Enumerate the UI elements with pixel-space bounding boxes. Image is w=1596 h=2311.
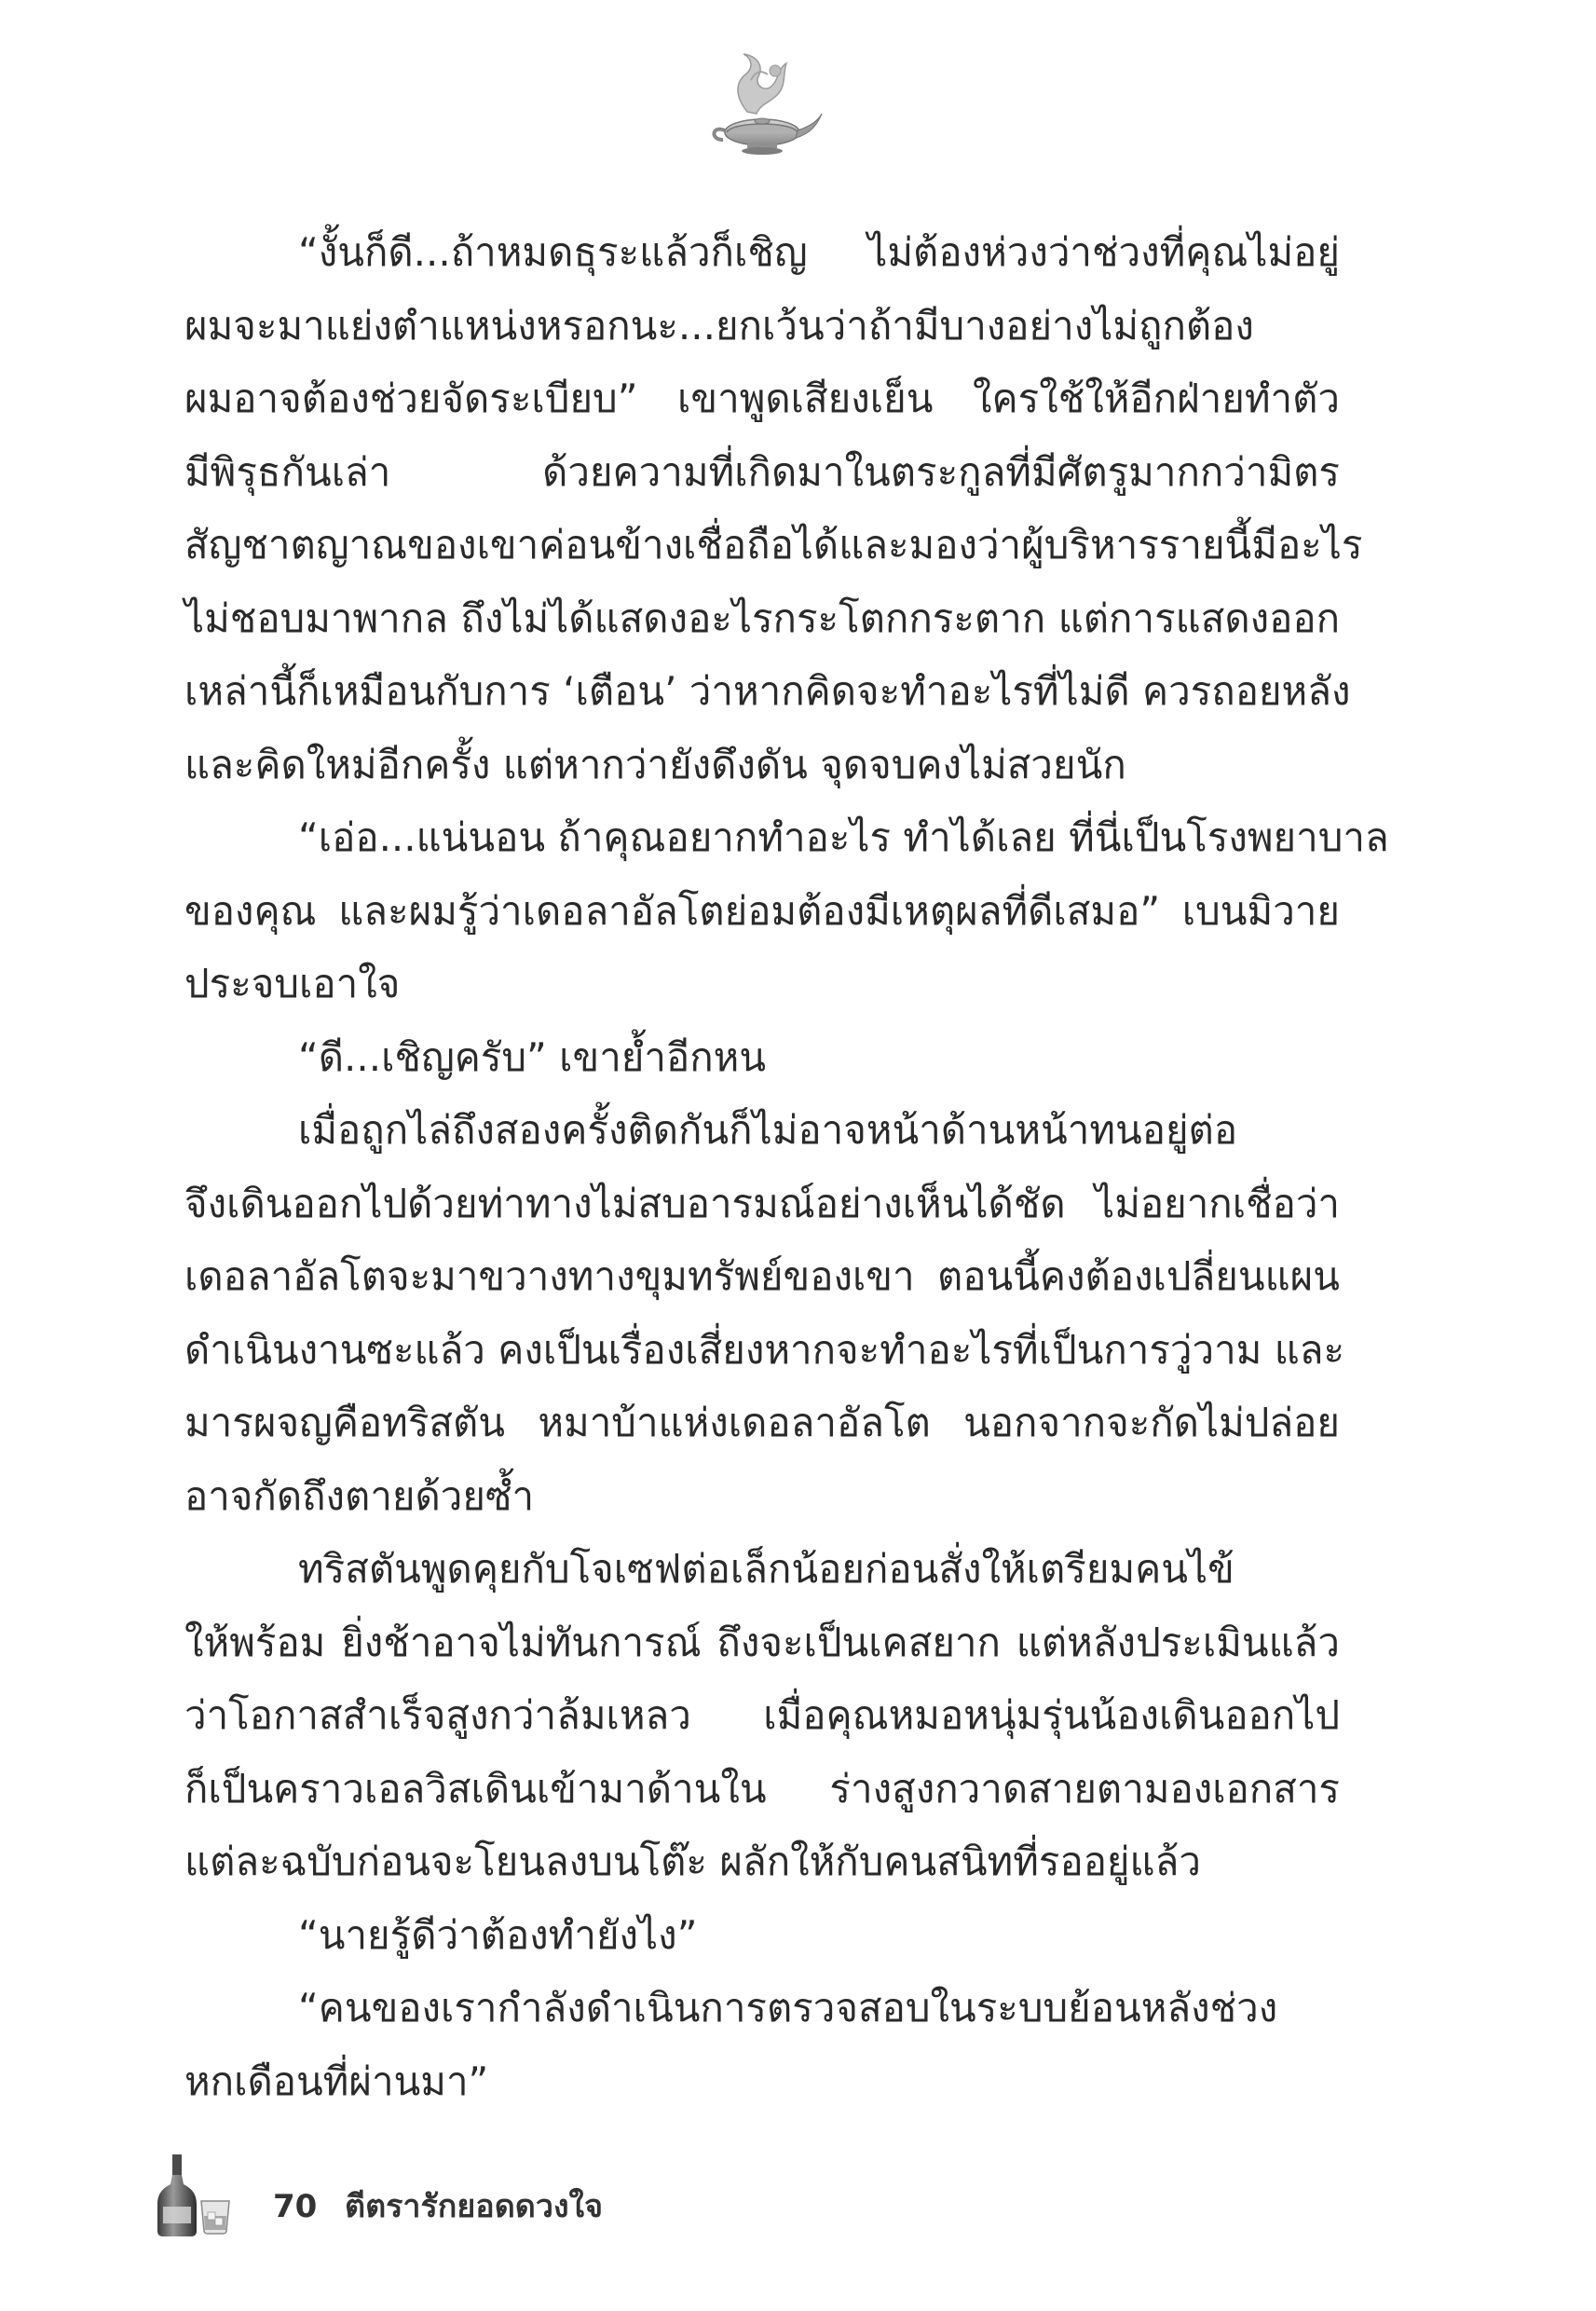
text-line: แต่ละฉบับก่อนจะโยนลงบนโต๊ะ ผลักให้กับคนสนิทที่รออยู่แล้ว: [184, 1839, 1201, 1884]
page-footer: [154, 2153, 806, 2236]
text-line: ให้พร้อม ยิ่งช้าอาจไม่ทันการณ์ ถึงจะเป็นเคสยาก แต่หลังประเมินแล้ว: [184, 1619, 1340, 1665]
text-line: เหล่านี้ก็เหมือนกับการ ‘เตือน’ ว่าหากคิดจะทำอะไรที่ไม่ดี ควรถอยหลัง: [184, 668, 1351, 714]
text-line: ทริสตันพูดคุยกับโจเซฟต่อเล็กน้อยก่อนสั่งให้เตรียมคนไข้: [298, 1546, 1235, 1592]
text-line: ก็เป็นคราวเอลวิสเดินเข้ามาด้านใน ร่างสูงกวาดสายตามองเอกสาร: [184, 1765, 1340, 1812]
book-title: ตีตรารักยอดดวงใจ: [345, 2188, 604, 2225]
text-line: ไม่ชอบมาพากล ถึงไม่ได้แสดงอะไรกระโตกกระตาก แต่การแสดงออก: [184, 595, 1340, 641]
text-line: มารผจญคือทริสตัน หมาบ้าแห่งเดอลาอัลโต นอกจากจะกัดไม่ปล่อย: [184, 1400, 1340, 1445]
genie-lamp-icon: [689, 47, 829, 158]
page-number: 70: [273, 2188, 318, 2225]
text-line: เดอลาอัลโตจะมาขวางทางขุมทรัพย์ของเขา ตอนนี้คงต้องเปลี่ยนแผน: [184, 1253, 1340, 1299]
text-line: เมื่อถูกไล่ถึงสองครั้งติดกันก็ไม่อาจหน้าด้านหน้าทนอยู่ต่อ: [298, 1107, 1238, 1153]
body-text: [184, 216, 1389, 2118]
text-line: ผมอาจต้องช่วยจัดระเบียบ” เขาพูดเสียงเย็น ใครใช้ให้อีกฝ่ายทำตัว: [184, 376, 1340, 421]
text-line: “เอ่อ...แน่นอน ถ้าคุณอยากทำอะไร ทำได้เลย ที่นี่เป็นโรงพยาบาล: [298, 814, 1389, 860]
text-line: จึงเดินออกไปด้วยท่าทางไม่สบอารมณ์อย่างเห็นได้ชัด ไม่อยากเชื่อว่า: [184, 1180, 1340, 1226]
text-line: “คนของเรากำลังดำเนินการตรวจสอบในระบบย้อนหลังช่วง: [298, 1985, 1278, 2031]
text-line: อาจกัดถึงตายด้วยซ้ำ: [184, 1472, 535, 1519]
text-line: มีพิรุธกันเล่า ด้วยความที่เกิดมาในตระกูลที่มีศัตรูมากกว่ามิตร: [184, 448, 1340, 495]
text-line: ของคุณ และผมรู้ว่าเดอลาอัลโตย่อมต้องมีเหตุผลที่ดีเสมอ” เบนมิวาย: [184, 887, 1340, 934]
text-line: สัญชาตญาณของเขาค่อนข้างเชื่อถือได้และมองว่าผู้บริหารรายนี้มีอะไร: [184, 522, 1363, 567]
text-line: ผมจะมาแย่งตำแหน่งหรอกนะ...ยกเว้นว่าถ้ามีบางอย่างไม่ถูกต้อง: [184, 302, 1254, 349]
text-line: “นายรู้ดีว่าต้องทำยังไง”: [298, 1911, 698, 1958]
text-line: ว่าโอกาสสำเร็จสูงกว่าล้มเหลว เมื่อคุณหมอหนุ่มรุ่นน้องเดินออกไป: [184, 1692, 1340, 1738]
text-line: และคิดใหม่อีกครั้ง แต่หากว่ายังดึงดัน จุดจบคงไม่สวยนัก: [184, 741, 1126, 787]
text-line: “งั้นก็ดี...ถ้าหมดธุระแล้วก็เชิญ ไม่ต้องห่วงว่าช่วงที่คุณไม่อยู่: [298, 229, 1340, 275]
text-line: ประจบเอาใจ: [184, 961, 401, 1006]
bottle-icon: [154, 2153, 200, 2236]
text-line: หกเดือนที่ผ่านมา”: [184, 2058, 489, 2104]
whisky-glass-icon: [198, 2197, 232, 2235]
text-line: ดำเนินงานซะแล้ว คงเป็นเรื่องเสี่ยงหากจะทำอะไรที่เป็นการวู่วาม และ: [184, 1326, 1345, 1373]
text-line: “ดี...เชิญครับ” เขาย้ำอีกหน: [298, 1033, 767, 1080]
